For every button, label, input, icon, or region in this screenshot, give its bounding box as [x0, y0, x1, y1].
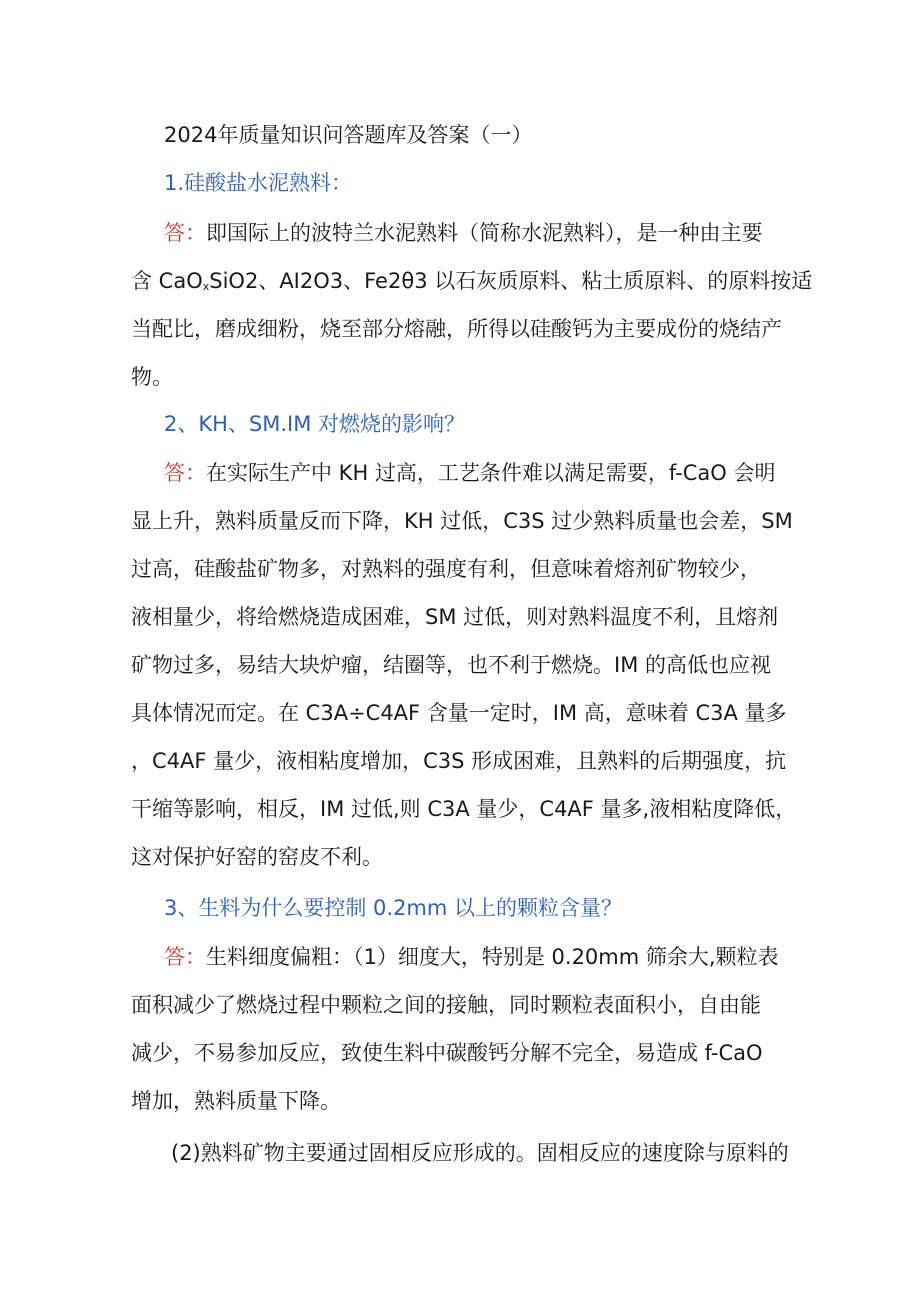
answer-label: 答： — [164, 461, 206, 485]
document-title: 2024年质量知识问答题库及答案（一） — [164, 123, 533, 147]
answer-label: 答： — [164, 945, 206, 969]
answer-2-line-8: 干缩等影响，相反，IM 过低,则 C3A 量少，C4AF 量多,液相粘度降低， — [131, 797, 797, 821]
answer-2-line-2: 显上升，熟料质量反而下降，KH 过低，C3S 过少熟料质量也会差，SM — [131, 509, 793, 533]
answer-3-line-2: 面积减少了燃烧过程中颗粒之间的接触，同时颗粒表面积小，自由能 — [131, 993, 761, 1017]
answer-1-line-4: 物。 — [131, 365, 173, 389]
question-3: 3、生料为什么要控制 0.2mm 以上的颗粒含量？ — [164, 896, 623, 920]
answer-2-line-7: ，C4AF 量少，液相粘度增加，C3S 形成困难，且熟料的后期强度，抗 — [131, 749, 787, 773]
answer-1-line-2: 含 CaOxSiO2、AI2O3、Fe2θ3 以石灰质原料、粘土质原料、的原料按适 — [131, 269, 813, 293]
question-2: 2、KH、SM.IM 对燃烧的影响？ — [164, 412, 466, 436]
answer-1-line-1: 答：即国际上的波特兰水泥熟料（简称水泥熟料），是一种由主要 — [164, 221, 763, 245]
answer-2-line-5: 矿物过多，易结大块炉瘤，结圈等，也不利于燃烧。IM 的高低也应视 — [131, 653, 771, 677]
answer-3-line-1: 答：生料细度偏粗：（1）细度大，特别是 0.20mm 筛余大,颗粒表 — [164, 945, 779, 969]
answer-2-line-6: 具体情况而定。在 C3A÷C4AF 含量一定时，IM 高，意味着 C3A 量多 — [131, 701, 787, 725]
question-1: 1.硅酸盐水泥熟料： — [164, 171, 353, 195]
answer-2-line-1: 答：在实际生产中 KH 过高，工艺条件难以满足需要，f-CaO 会明 — [164, 461, 776, 485]
answer-1-line-3: 当配比，磨成细粉，烧至部分熔融，所得以硅酸钙为主要成份的烧结产 — [131, 317, 782, 341]
answer-label: 答： — [164, 221, 206, 245]
answer-2-line-9: 这对保护好窑的窑皮不利。 — [131, 845, 383, 869]
answer-3-line-3: 减少，不易参加反应，致使生料中碳酸钙分解不完全，易造成 f-CaO — [131, 1041, 763, 1065]
answer-2-line-3: 过高，硅酸盐矿物多，对熟料的强度有利，但意味着熔剂矿物较少， — [131, 557, 761, 581]
answer-3-line-4: 增加，熟料质量下降。 — [131, 1089, 341, 1113]
answer-3-line-5: (2)熟料矿物主要通过固相反应形成的。固相反应的速度除与原料的 — [171, 1141, 789, 1165]
answer-2-line-4: 液相量少，将给燃烧造成困难，SM 过低，则对熟料温度不利，且熔剂 — [131, 605, 779, 629]
